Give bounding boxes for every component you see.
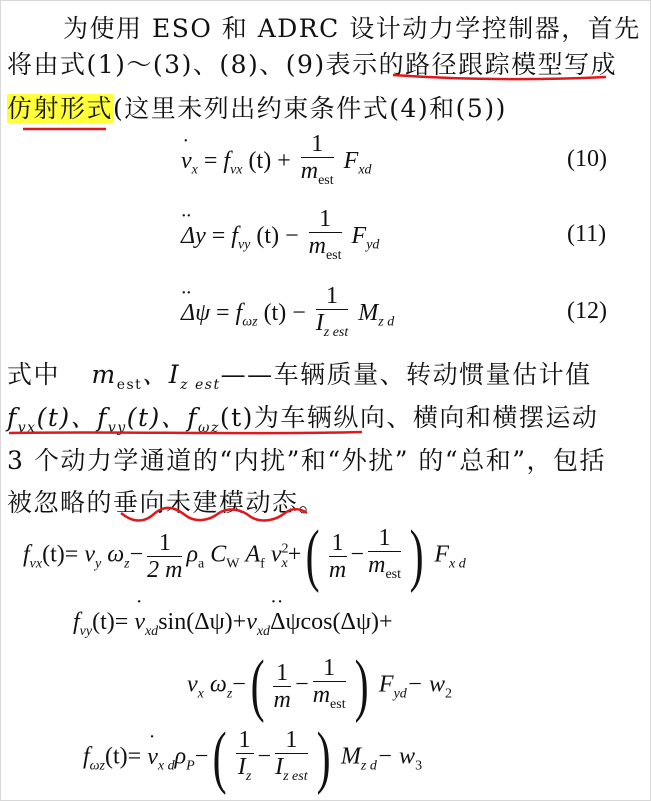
var: ω	[209, 671, 227, 698]
op: −	[194, 743, 209, 770]
sub: est	[318, 172, 334, 188]
text: (t)为车辆纵向、横向和横摆运动	[219, 403, 599, 432]
var: f	[23, 541, 30, 568]
formula-fwz	[83, 719, 423, 796]
equation-10	[181, 131, 372, 194]
denominator: m	[328, 556, 347, 583]
sub: W	[226, 556, 240, 572]
op: =	[127, 743, 142, 770]
sub: vy	[237, 237, 251, 253]
arg: (t)	[92, 609, 115, 635]
paragraph1-line1	[63, 9, 641, 45]
var: ·· Δy	[181, 223, 206, 249]
sub: est	[116, 377, 143, 393]
numerator: 1	[275, 727, 308, 754]
op: =	[211, 222, 226, 249]
fraction	[329, 530, 347, 583]
var: ρ	[174, 743, 187, 770]
definitions-line3	[7, 441, 606, 477]
var: · v	[147, 744, 158, 770]
sub: z d	[378, 314, 395, 330]
var: F	[434, 541, 449, 568]
sub: yd	[393, 686, 407, 702]
formula-fvy-line2	[187, 647, 452, 724]
equation-number: (12)	[567, 298, 607, 324]
var: f	[223, 147, 231, 174]
numerator: 1	[313, 655, 346, 682]
sub: z est	[323, 324, 349, 340]
sub: ωz	[242, 314, 258, 330]
paragraph1-line2	[7, 45, 617, 81]
var: − w	[406, 671, 445, 698]
text: 3 个动力学通道的“内扰”和“外扰” 的“总和”，包括	[7, 446, 606, 475]
arg: (t)	[105, 743, 128, 770]
sub: est	[325, 247, 342, 263]
highlighted-phrase: 仿射形式	[7, 94, 114, 123]
op: +	[287, 541, 302, 568]
fraction	[301, 131, 334, 194]
denominator: m	[308, 233, 326, 259]
op: =	[216, 299, 230, 326]
op: −	[129, 541, 144, 568]
sub: vy	[107, 420, 127, 436]
var: · v	[181, 148, 192, 174]
sub: x d	[157, 758, 175, 774]
var: v	[246, 609, 257, 635]
fraction	[368, 525, 401, 588]
denominator: m	[273, 686, 291, 713]
op: +	[232, 609, 247, 635]
var: ρ	[186, 541, 199, 568]
sub: z d	[360, 758, 377, 774]
sub: y	[94, 556, 102, 572]
sub: est	[385, 566, 401, 582]
op: −	[232, 671, 246, 698]
right-paren: )	[354, 647, 369, 724]
denominator: 2 m	[147, 556, 183, 583]
numerator: 1	[368, 525, 401, 552]
definitions-line2	[7, 398, 598, 436]
var: f	[7, 403, 18, 432]
text: (这里未列出约束条件式(4)和(5))	[113, 94, 507, 123]
fraction	[273, 660, 291, 713]
sub: vx	[230, 162, 243, 178]
var: F	[351, 222, 367, 249]
var: M	[340, 743, 361, 770]
numerator: 1	[301, 131, 334, 158]
fraction	[313, 655, 346, 718]
fraction	[316, 283, 349, 346]
sub: vx	[29, 556, 43, 572]
var: − w	[376, 743, 416, 770]
equation-11	[181, 206, 379, 269]
var: v	[270, 541, 282, 568]
text: (t)、f	[36, 403, 108, 432]
equation-number: (11)	[567, 221, 607, 247]
fraction	[275, 727, 308, 790]
right-paren: )	[316, 719, 331, 796]
numerator: 1	[147, 530, 182, 557]
denominator: m	[368, 551, 386, 578]
right-paren: )	[409, 517, 424, 594]
text: ——车辆质量、转动惯量估计值	[220, 360, 592, 389]
left-paren: (	[250, 647, 265, 724]
arg: (t)	[263, 299, 287, 326]
sub: z	[226, 686, 233, 702]
denominator: m	[300, 158, 319, 184]
sub: ωz	[198, 420, 220, 436]
formula-fvy-line1	[73, 609, 393, 640]
sub: f	[260, 556, 265, 572]
numerator: 1	[309, 206, 342, 233]
op: =	[203, 147, 218, 174]
var: f	[231, 222, 238, 249]
sub: P	[186, 758, 195, 774]
sub: x	[191, 162, 198, 178]
fraction	[236, 727, 254, 790]
numerator: 1	[273, 660, 291, 687]
var: 、I	[142, 360, 181, 389]
sub: x	[281, 556, 288, 572]
numerator: 1	[236, 727, 254, 754]
sub: x	[197, 686, 204, 702]
sub: yd	[366, 237, 380, 253]
sub: z	[245, 768, 252, 784]
sub: 2	[445, 686, 452, 702]
sub: x d	[448, 556, 466, 572]
left-paren: (	[305, 517, 320, 594]
var: v	[187, 671, 198, 698]
op: =	[114, 609, 129, 635]
arg: (t)	[248, 147, 272, 174]
text: 式中	[7, 360, 61, 389]
var: ·· Δψ	[181, 300, 210, 326]
denominator: I	[315, 310, 324, 336]
var: · v	[134, 609, 145, 635]
op: −	[292, 299, 306, 326]
text: 写成	[564, 50, 618, 79]
denominator: I	[237, 753, 246, 780]
underlined-phrase: 路径跟踪模型	[405, 50, 565, 79]
var: M	[358, 299, 379, 326]
fraction	[309, 206, 342, 269]
sup: 2	[281, 541, 289, 557]
op: −	[350, 541, 365, 568]
op: −	[257, 743, 272, 770]
var: m	[91, 360, 117, 389]
sub: xd	[144, 623, 159, 639]
equation-12	[181, 283, 394, 346]
arg: (t)	[256, 222, 280, 249]
sub: est	[330, 696, 346, 712]
sub: xd	[358, 162, 372, 178]
sub: ωz	[89, 758, 106, 774]
formula-fvx	[23, 517, 466, 594]
sub: z	[124, 556, 130, 572]
op: +	[277, 147, 291, 174]
sub: vx	[17, 420, 37, 436]
var: A	[245, 541, 261, 568]
left-paren: (	[212, 719, 227, 796]
sub: a	[198, 556, 205, 572]
var: C	[210, 541, 227, 568]
definitions-line1	[7, 355, 592, 393]
arg: (t)	[42, 541, 65, 568]
text: 被忽略的垂向未建模动态。	[7, 488, 326, 517]
var: v	[84, 541, 95, 568]
denominator: m	[312, 681, 331, 708]
text: 为使用 ESO 和 ADRC 设计动力学控制器，首先	[63, 14, 641, 43]
equation-number: (10)	[567, 146, 607, 172]
op: −	[295, 671, 309, 698]
var: f	[73, 609, 80, 635]
var: F	[343, 147, 359, 174]
op: −	[285, 222, 299, 249]
sub: xd	[256, 623, 271, 639]
var: F	[378, 671, 394, 698]
sub: z est	[283, 768, 308, 784]
sub: 3	[415, 758, 423, 774]
var: ·· Δψ	[270, 609, 300, 635]
denominator: I	[275, 753, 284, 780]
text: (t)、f	[126, 403, 199, 432]
numerator: 1	[329, 530, 347, 557]
var: f	[235, 299, 243, 326]
func: sin(Δψ)	[158, 609, 233, 635]
var: ω	[107, 541, 125, 568]
paragraph1-line3	[7, 89, 507, 125]
text: 将由式(1)～(3)、(8)、(9)表示的	[7, 50, 406, 79]
definitions-line4	[7, 483, 325, 519]
func: cos(Δψ)+	[300, 609, 393, 635]
op: =	[64, 541, 79, 568]
var: f	[83, 743, 90, 770]
sub: z est	[180, 377, 221, 393]
numerator: 1	[316, 283, 349, 310]
fraction	[147, 530, 182, 583]
sub: vy	[79, 623, 93, 639]
